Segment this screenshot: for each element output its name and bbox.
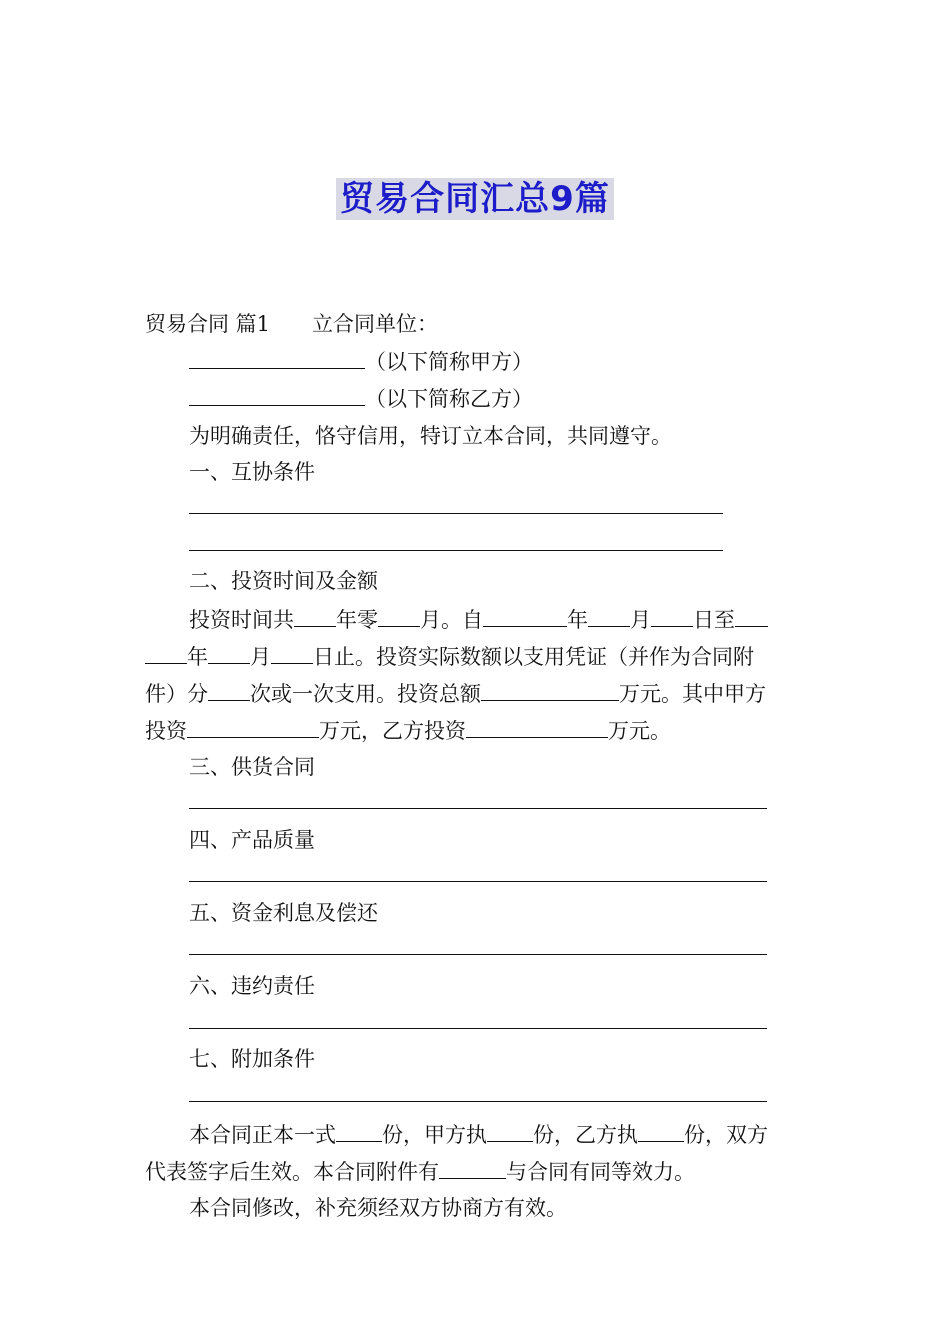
blank xyxy=(466,715,608,738)
section-2-line-4 xyxy=(145,715,671,745)
section-5-heading: 五、资金利息及偿还 xyxy=(189,901,378,925)
blank xyxy=(487,1119,533,1142)
text-span: 本合同正本一式 xyxy=(189,1123,336,1147)
text-span: 份，甲方执 xyxy=(382,1123,487,1147)
text-span: 年 xyxy=(567,608,588,632)
blank xyxy=(145,641,187,664)
party-b-blank xyxy=(189,383,365,406)
text-span: 年 xyxy=(187,645,208,669)
blank xyxy=(187,715,319,738)
text-span: 月 xyxy=(250,645,271,669)
closing-line-2 xyxy=(145,1156,695,1186)
text-span: 份，双方 xyxy=(684,1123,768,1147)
section-2-line-3 xyxy=(145,678,766,708)
section-6-heading: 六、违约责任 xyxy=(189,974,315,998)
blank xyxy=(651,604,693,627)
blank xyxy=(208,678,250,701)
blank xyxy=(439,1156,506,1179)
party-b-text: （以下简称乙方） xyxy=(365,387,533,411)
closing-line-3: 本合同修改，补充须经双方协商方有效。 xyxy=(189,1196,567,1220)
section-2-line-1 xyxy=(189,604,768,634)
party-b-line xyxy=(189,383,533,413)
blank xyxy=(336,1119,382,1142)
document-title-wrap xyxy=(0,178,950,220)
section-2-heading: 二、投资时间及金额 xyxy=(189,569,378,593)
section-4-blank xyxy=(189,881,767,882)
text-span: 投资 xyxy=(145,719,187,743)
text-span: 与合同有同等效力。 xyxy=(506,1160,695,1184)
blank xyxy=(294,604,336,627)
text-span: 万元，乙方投资 xyxy=(319,719,466,743)
section-4-heading: 四、产品质量 xyxy=(189,828,315,852)
section-7-blank xyxy=(189,1101,767,1102)
text-span: 次或一次支用。投资总额 xyxy=(250,682,481,706)
purpose-text: 为明确责任，恪守信用，特订立本合同，共同遵守。 xyxy=(189,424,672,448)
text-span: 日至 xyxy=(693,608,735,632)
section-6-blank xyxy=(189,1028,767,1029)
party-a-blank xyxy=(189,346,365,369)
text-span: 月。自 xyxy=(420,608,483,632)
section-2-line-2 xyxy=(145,641,754,671)
text-span: 份，乙方执 xyxy=(533,1123,638,1147)
blank xyxy=(735,604,768,627)
part-heading: 贸易合同 篇1 xyxy=(145,312,271,336)
closing-line-1 xyxy=(189,1119,768,1149)
blank xyxy=(271,641,313,664)
text-span: 月 xyxy=(630,608,651,632)
blank xyxy=(378,604,420,627)
section-3-blank xyxy=(189,808,767,809)
text-span: 日止。投资实际数额以支用凭证（并作为合同附 xyxy=(313,645,754,669)
document-title: 贸易合同汇总9篇 xyxy=(336,178,614,220)
party-a-line xyxy=(189,346,533,376)
heading-line xyxy=(145,310,438,338)
blank xyxy=(208,641,250,664)
text-span: 投资时间共 xyxy=(189,608,294,632)
blank xyxy=(483,604,567,627)
text-span: 万元。其中甲方 xyxy=(619,682,766,706)
text-span: 代表签字后生效。本合同附件有 xyxy=(145,1160,439,1184)
section-7-heading: 七、附加条件 xyxy=(189,1047,315,1071)
text-span: 万元。 xyxy=(608,719,671,743)
intro-text: 立合同单位： xyxy=(312,312,439,336)
blank xyxy=(638,1119,684,1142)
section-1-blank-2 xyxy=(189,550,723,551)
blank xyxy=(588,604,630,627)
section-1-blank-1 xyxy=(189,513,723,514)
blank xyxy=(481,678,619,701)
text-span: 件）分 xyxy=(145,682,208,706)
text-span: 年零 xyxy=(336,608,378,632)
section-5-blank xyxy=(189,954,767,955)
section-1-heading: 一、互协条件 xyxy=(189,460,315,484)
party-a-text: （以下简称甲方） xyxy=(365,350,533,374)
section-3-heading: 三、供货合同 xyxy=(189,755,315,779)
